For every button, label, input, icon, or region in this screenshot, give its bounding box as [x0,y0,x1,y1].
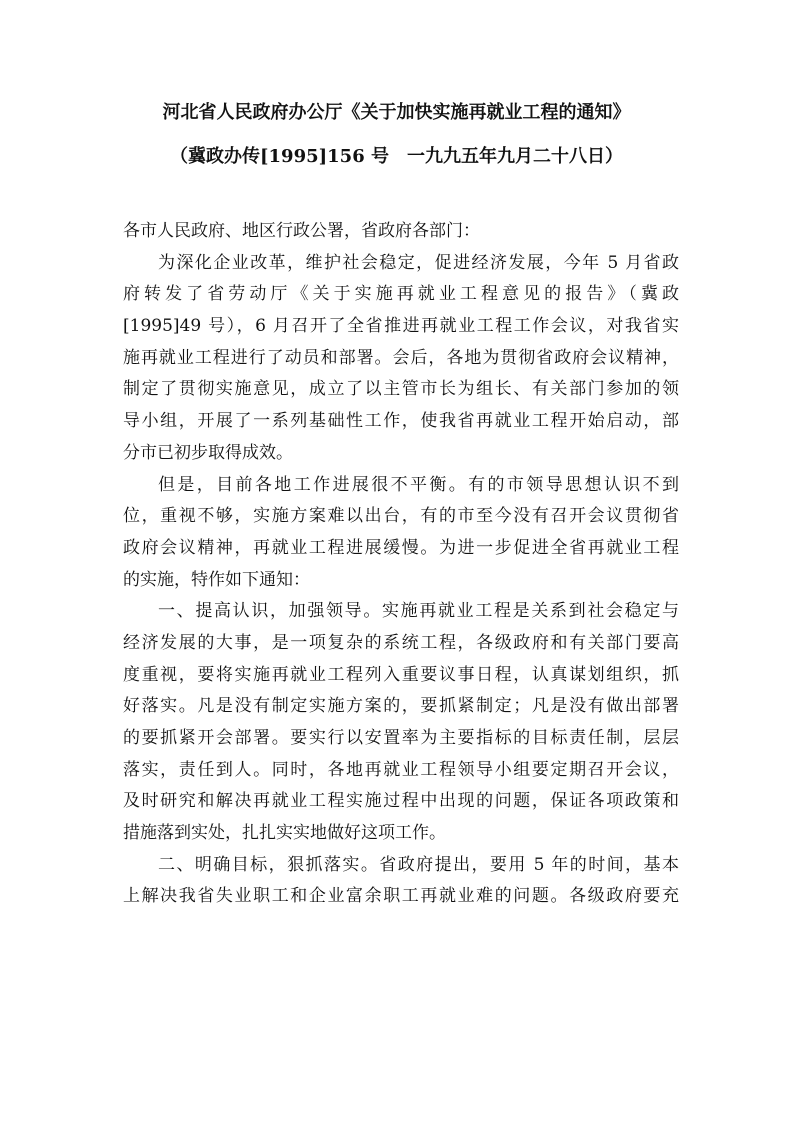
body-line: 落实，责任到人。同时，各地再就业工程领导小组要定期召开会议， [123,759,679,780]
body-line: 但是，目前各地工作进展很不平衡。有的市领导思想认识不到 [158,474,679,495]
body-line: 好落实。凡是没有制定实施方案的，要抓紧制定；凡是没有做出部署 [123,696,679,717]
body-line: 一、提高认识，加强领导。实施再就业工程是关系到社会稳定与 [158,601,679,622]
body-line: 上解决我省失业职工和企业富余职工再就业难的问题。各级政府要充 [123,886,679,907]
salutation-line: 各市人民政府、地区行政公署，省政府各部门： [123,221,480,241]
body-line: 制定了贯彻实施意见，成立了以主管市长为组长、有关部门参加的领 [123,379,679,400]
document-body [123,216,679,913]
body-line: 施再就业工程进行了动员和部署。会后，各地为贯彻省政府会议精神， [123,347,679,368]
body-line: 及时研究和解决再就业工程实施过程中出现的问题，保证各项政策和 [123,791,679,812]
body-line: 度重视，要将实施再就业工程列入重要议事日程，认真谋划组织，抓 [123,664,679,685]
body-line: 的实施，特作如下通知： [123,569,310,590]
body-line: 的要抓紧开会部署。要实行以安置率为主要指标的目标责任制，层层 [123,728,679,748]
body-line: 措施落到实处，扎扎实实地做好这项工作。 [123,823,446,844]
document-subtitle: （冀政办传[1995]156 号 一九九五年九月二十八日） [170,146,623,167]
body-line: 政府会议精神，再就业工程进展缓慢。为进一步促进全省再就业工程 [123,537,679,558]
body-line: 为深化企业改革，维护社会稳定，促进经济发展，今年 5 月省政 [158,252,679,273]
body-line: 二、明确目标，狠抓落实。省政府提出，要用 5 年的时间，基本 [158,854,679,875]
body-line: 位，重视不够，实施方案难以出台，有的市至今没有召开会议贯彻省 [123,506,679,527]
body-line: 经济发展的大事，是一项复杂的系统工程，各级政府和有关部门要高 [123,632,679,653]
document-title: 河北省人民政府办公厅《关于加快实施再就业工程的通知》 [162,102,631,123]
body-line: 府转发了省劳动厅《关于实施再就业工程意见的报告》（冀政 [123,284,679,305]
body-line: 分市已初步取得成效。 [123,442,293,463]
body-line: [1995]49 号），6 月召开了全省推进再就业工程工作会议，对我省实 [123,316,679,337]
body-line: 导小组，开展了一系列基础性工作，使我省再就业工程开始启动，部 [123,411,679,432]
